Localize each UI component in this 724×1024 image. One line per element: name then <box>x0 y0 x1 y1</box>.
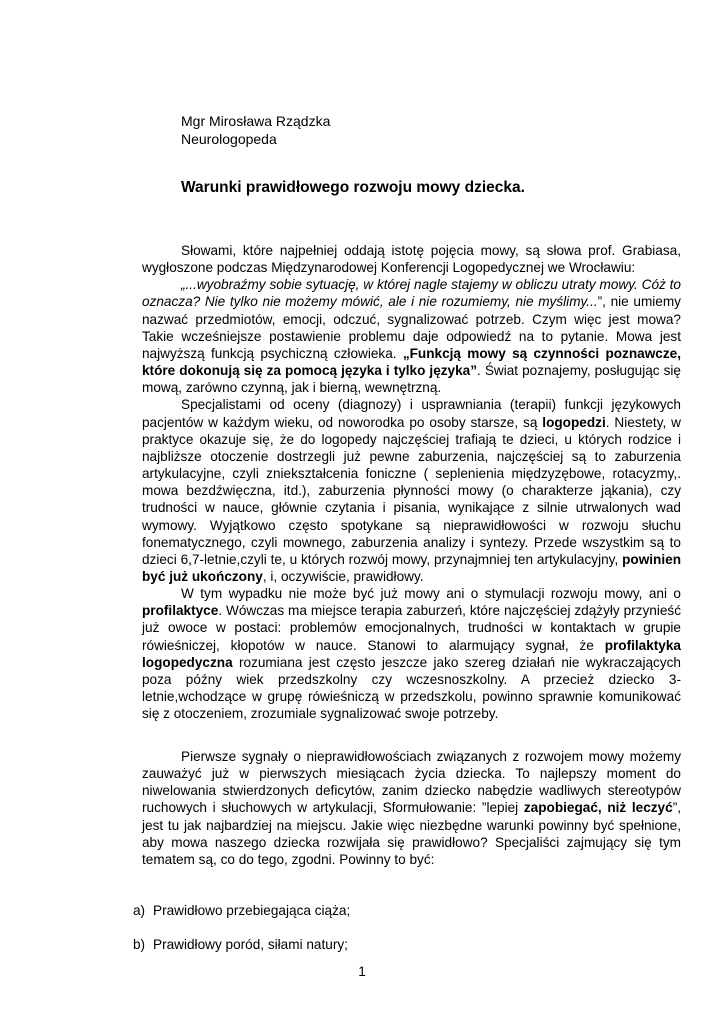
list-item <box>133 936 348 953</box>
bold-definition: „Funkcją mowy są czynności poznawcze, które dokonują się za pomocą języka i tylko języka” <box>142 345 681 379</box>
quote-ending: . Świat poznajemy, posługując się mową, zarówno czynną, jak i bierną, wewnętrzną. <box>142 363 681 396</box>
body-section-2 <box>142 748 681 868</box>
body-section-1 <box>142 242 681 722</box>
paragraph-intro <box>142 242 681 276</box>
bold-ukonczony: powinien być już ukończony <box>142 551 681 584</box>
bold-logopedzi: logopedzi <box>542 414 606 430</box>
page-number: 1 <box>358 964 366 979</box>
quote-continuation: ”, nie umiemy nazwać przedmiotów, emocji, odczuć, sygnalizować potrzeb. Czym więc jest mowa? Takie wcześniejsze postawienie problemu daje odpowiedź na to pytanie. Mowa jest najwyższą funkcją psychiczną człowieka. <box>142 294 681 361</box>
author-block <box>181 112 330 148</box>
signals-text: Pierwsze sygnały o nieprawidłowościach związanych z rozwojem mowy możemy zauważyć już w pierwszych miesiącach życia dziecka. To najlepszy moment do niwelowania stwierdzonych deficytów, zanim dziecko nabędzie wadliwych stereotypów ruchowych i słuchowych w artykulacji, Sformułowanie: ”lepiej <box>142 749 681 816</box>
specialists-text-3: , i, oczywiście, prawidłowy. <box>262 568 424 584</box>
specialists-text: Specjalistami od oceny (diagnozy) i usprawniania (terapii) funkcji językowych pacjentów w każdym wieku, od noworodka po osoby starsze, są <box>142 397 681 430</box>
author-role: Neurologopeda <box>181 131 277 147</box>
prophylaxis-text-2: . Wówczas ma miejsce terapia zaburzeń, które najczęściej zdążyły przynieść już owoce w postaci: problemów emocjonalnych, trudności w kontaktach w grupie rówieśniczej, kłopotów w nauce. Stanowi to alarmujący sygnał, że <box>142 603 681 653</box>
list-marker: a) <box>133 903 146 918</box>
bold-profilaktyce: profilaktyce <box>142 603 219 619</box>
paragraph-prophylaxis <box>142 585 681 722</box>
list-item-text: Prawidłowo przebiegająca ciąża; <box>153 903 351 918</box>
paragraph-quote <box>142 276 681 396</box>
list-item-text: Prawidłowy poród, siłami natury; <box>153 937 348 952</box>
prophylaxis-text-3: rozumiana jest często jeszcze jako szereg działań nie wykraczających poza późny wiek przedszkolny czy wczesnoszkolny. A przecież dziecko 3-letnie,wchodzące w grupę rówieśniczą w przedszkolu, powinno sprawnie komunikować się z otoczeniem, zrozumiale sygnalizować swoje potrzeby. <box>142 654 681 722</box>
signals-text-2: ”, jest tu jak najbardziej na miejscu. Jakie więc niezbędne warunki powinny być spełnione, aby mowa naszego dziecka rozwijała się prawidłowo? Specjaliści zajmujący się tym tematem są, co do tego, zgodni. Powinny to być: <box>142 800 681 867</box>
author-name: Mgr Mirosława Rządzka <box>181 113 331 129</box>
document-title: Warunki prawidłowego rozwoju mowy dziecka. <box>181 179 525 196</box>
quote-text: „...wyobraźmy sobie sytuację, w której nagle stajemy w obliczu utraty mowy. Cóż to oznacza? Nie tylko nie możemy mówić, ale i nie rozumiemy, nie myślimy... <box>142 277 681 310</box>
bold-profilaktyka: profilaktyka logopedyczna <box>142 637 681 670</box>
bold-zapobiegac: zapobiegać, niż leczyć <box>523 800 673 816</box>
list-marker: b) <box>133 937 146 952</box>
specialists-text-2: . Niestety, w praktyce okazuje się, że do logopedy najczęściej trafiają te dzieci, u których rodzice i najbliższe otoczenie dostrzegli już pewne zaburzenia, najczęściej są to zaburzenia artykulacyjne, czyli zniekształcenia foniczne ( seplenienia międzyzębowe, rotacyzmy,. mowa bezdźwięczna, itd.), zaburzenia płynności mowy (o charakterze jąkania), czy trudności w nauce, głównie czytania i pisania, wynikające z silnie utrwalonych wad wymowy. Wyjątkowo często spotykane są nieprawidłowości w rozwoju słuchu fonematycznego, czyli mownego, zaburzenia analizy i syntezy. Przede wszystkim są to dzieci 6,7-letnie,czyli te, u których rozwój mowy, przynajmniej ten artykulacyjny, <box>142 414 681 567</box>
paragraph-first-signals <box>142 748 681 868</box>
intro-text: Słowami, które najpełniej oddają istotę pojęcia mowy, są słowa prof. Grabiasa, wygłoszone podczas Międzynarodowej Konferencji Logopedycznej we Wrocławiu: <box>142 243 681 276</box>
prophylaxis-text: W tym wypadku nie może być już mowy ani o stymulacji rozwoju mowy, ani o <box>181 586 681 602</box>
paragraph-specialists <box>142 396 681 585</box>
list-item <box>133 902 350 919</box>
